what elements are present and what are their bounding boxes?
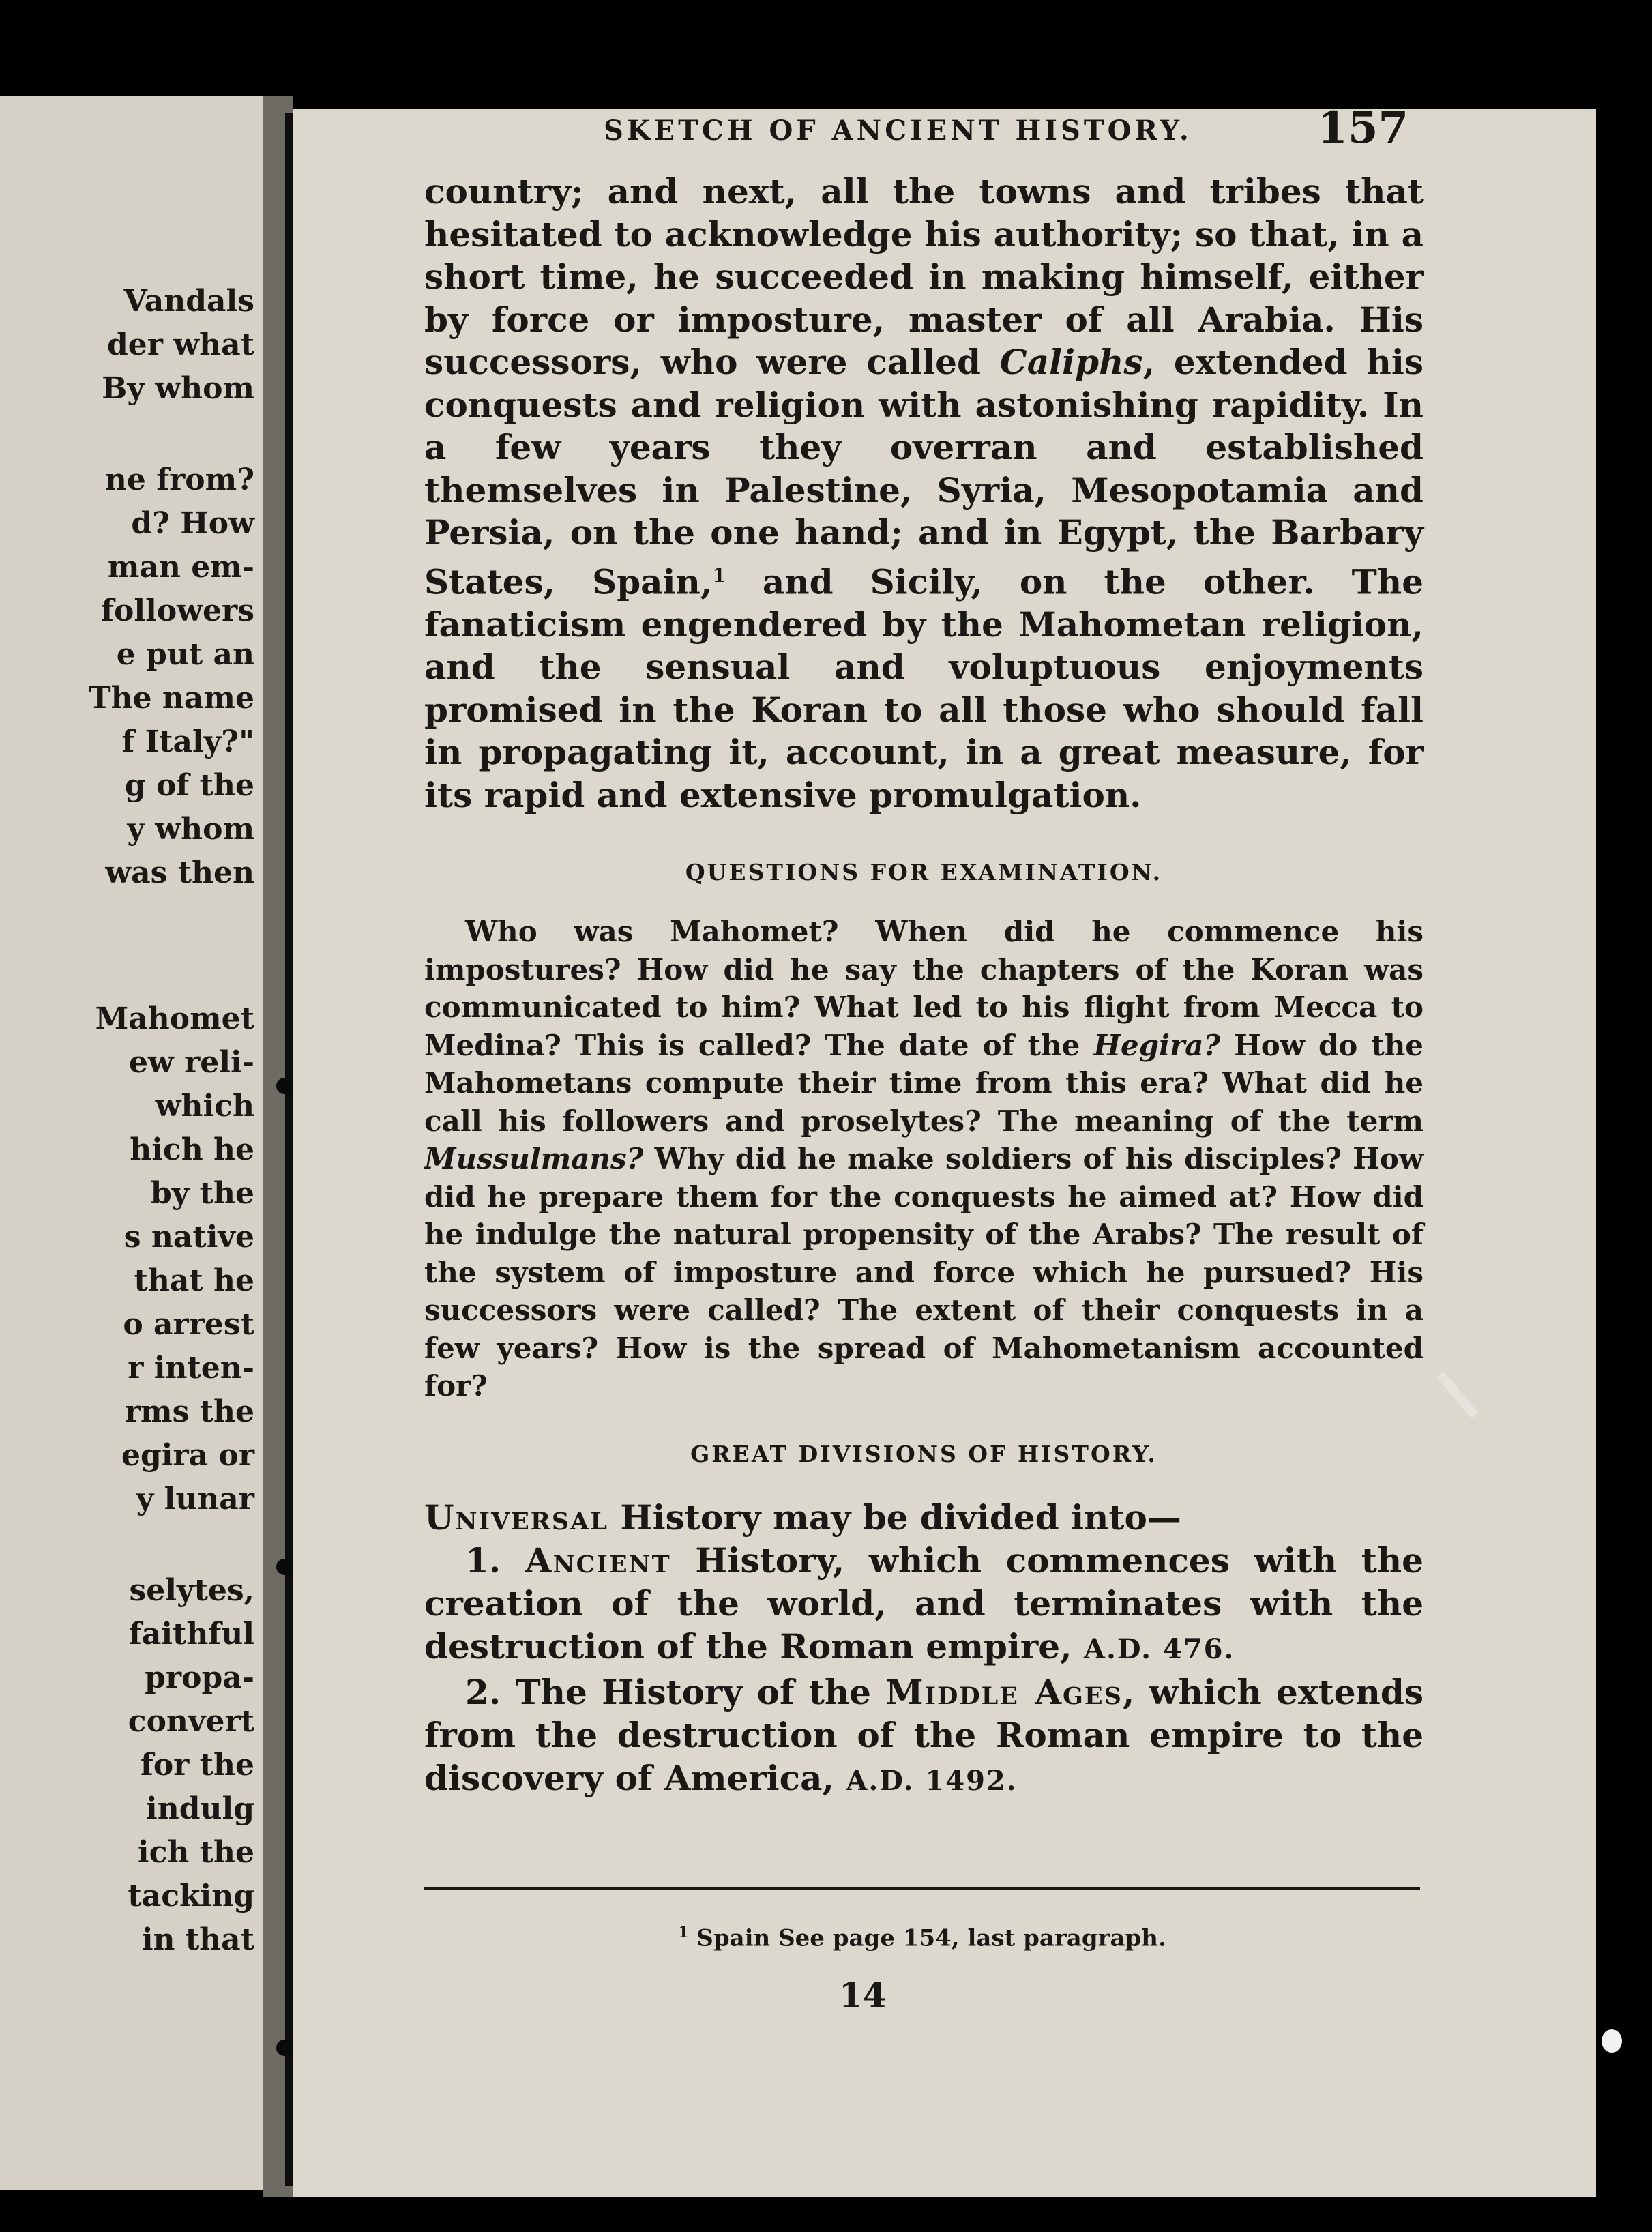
- footnote-reference: 1: [712, 563, 726, 587]
- left-page-line: The name: [88, 681, 254, 716]
- left-page-line: ich the: [137, 1835, 254, 1870]
- left-page-text: [89, 280, 254, 1962]
- left-page-gap: [89, 895, 254, 997]
- gutter-mark: [276, 1559, 293, 1575]
- page-body: [424, 171, 1424, 1802]
- left-page-line: propa-: [145, 1660, 254, 1695]
- left-page-line: ew reli-: [128, 1045, 254, 1080]
- questions-paragraph: [424, 913, 1424, 1405]
- gutter-mark: [276, 1078, 293, 1094]
- left-page-line: selytes,: [129, 1573, 254, 1608]
- page-number: 157: [1317, 102, 1408, 153]
- gutter-mark: [276, 2040, 293, 2056]
- small-caps-term: Ancient: [525, 1540, 671, 1581]
- divisions-intro: [424, 1496, 1424, 1539]
- left-page-line: Mahomet: [95, 1001, 254, 1036]
- division-item-middle-ages: [424, 1671, 1424, 1802]
- italic-term: Hegira?: [1093, 1028, 1221, 1062]
- footnote-mark: 1: [678, 1924, 689, 1941]
- small-caps-term: Middle Ages: [885, 1671, 1123, 1712]
- paragraph-text: and Sicily, on the other. The fanaticism engendered by the Mahometan religion, and the sensual and voluptuous enjoyments promised in the Koran to all those who should fall in propagating it, account, in a great measure, for its rapid and extensive promulgation.: [424, 561, 1424, 815]
- left-page-line: egira or: [121, 1438, 254, 1473]
- left-page-line: d? How: [131, 506, 254, 541]
- divisions-heading: GREAT DIVISIONS OF HISTORY.: [690, 1440, 1157, 1467]
- left-page-line: g of the: [125, 768, 254, 803]
- left-page-line: tacking: [128, 1879, 254, 1913]
- questions-heading: QUESTIONS FOR EXAMINATION.: [685, 859, 1163, 886]
- paragraph-text: , extended his conquests and religion with astonishing rapidity. In a few years they overran and established themselves in Palestine, Syria, Mesopotamia and Persia, on the one hand; and in Egypt, the Barbary States, Spain,: [424, 342, 1424, 602]
- left-page-line: f Italy?": [121, 724, 254, 759]
- left-page-line: convert: [128, 1704, 254, 1739]
- left-page-line: ne from?: [104, 462, 254, 497]
- item-date: A.D. 1492.: [846, 1764, 1018, 1797]
- left-page-line: r inten-: [128, 1351, 254, 1385]
- left-page-line: s native: [123, 1220, 254, 1254]
- item-text: The History of the: [515, 1671, 886, 1712]
- left-page-gap: [89, 1521, 254, 1569]
- questions-text: How do the Mahometans compute their time from this era? What did he call his followers and proselytes? The meaning of the term: [424, 1028, 1424, 1138]
- italic-term: Caliphs: [999, 342, 1143, 382]
- left-page-line: hich he: [130, 1132, 254, 1167]
- left-page-line: y lunar: [136, 1482, 254, 1516]
- italic-term: Mussulmans?: [424, 1142, 644, 1176]
- footnote-rule: [424, 1887, 1420, 1890]
- item-text: , which extends from the destruction of the Roman empire to the discovery of America,: [424, 1671, 1424, 1798]
- left-page-line: By whom: [102, 371, 254, 406]
- left-page-gap: [89, 411, 254, 458]
- item-number: 1.: [465, 1540, 525, 1581]
- division-item-ancient: [424, 1539, 1424, 1671]
- left-facing-page: [0, 96, 263, 2190]
- paragraph-text: country; and next, all the towns and tribes that hesitated to acknowledge his authority; so that, in a short time, he succeeded in making himself, either by force or imposture, master of all Arabia. His successors, who were called: [424, 171, 1424, 382]
- left-page-line: in that: [141, 1922, 254, 1957]
- left-page-line: faithful: [128, 1617, 254, 1651]
- intro-text: History may be divided into—: [608, 1497, 1181, 1538]
- left-page-line: y whom: [127, 812, 254, 847]
- left-page-line: Vandals: [123, 284, 254, 319]
- page-header: [604, 102, 1436, 164]
- item-date: A.D. 476.: [1083, 1632, 1235, 1665]
- footnote: [424, 1924, 1420, 1952]
- left-page-line: followers: [101, 593, 254, 628]
- running-head: SKETCH OF ANCIENT HISTORY.: [604, 115, 1192, 147]
- signature-mark: 14: [839, 1975, 887, 2015]
- left-page-line: for the: [140, 1748, 254, 1782]
- left-page-line: that he: [134, 1263, 254, 1298]
- film-speck: [1602, 2029, 1622, 2053]
- item-text: History, which commences with the creation of the world, and terminates with the destruction of the Roman empire,: [424, 1540, 1424, 1666]
- small-caps-term: Universal: [424, 1497, 608, 1538]
- left-page-line: was then: [105, 855, 254, 890]
- questions-text: Why did he make soldiers of his disciples? How did he prepare them for the conquests he aimed at? How did he indulge the natural propensity of the Arabs? The result of the system of imposture and force which he pursued? His successors were called? The extent of their conquests in a few years? How is the spread of Mahometanism accounted for?: [424, 1142, 1424, 1403]
- left-page-line: o arrest: [123, 1307, 254, 1342]
- gutter-rule: [285, 113, 293, 2186]
- left-page-line: e put an: [116, 637, 254, 672]
- left-page-line: der what: [107, 327, 254, 362]
- opening-paragraph: [424, 171, 1424, 817]
- footnote-text: Spain See page 154, last paragraph.: [696, 1924, 1166, 1952]
- item-number: 2.: [465, 1671, 516, 1712]
- left-page-line: by the: [151, 1176, 254, 1211]
- left-page-line: man em-: [107, 550, 254, 585]
- questions-text: Who was Mahomet? When did he commence his impostures? How did he say the chapters of the Koran was communicated to him? What led to his flight from Mecca to Medina? This is called? The date of the: [424, 915, 1424, 1062]
- left-page-line: rms the: [124, 1394, 254, 1429]
- left-page-line: indulg: [146, 1791, 254, 1826]
- left-page-line: which: [155, 1089, 254, 1124]
